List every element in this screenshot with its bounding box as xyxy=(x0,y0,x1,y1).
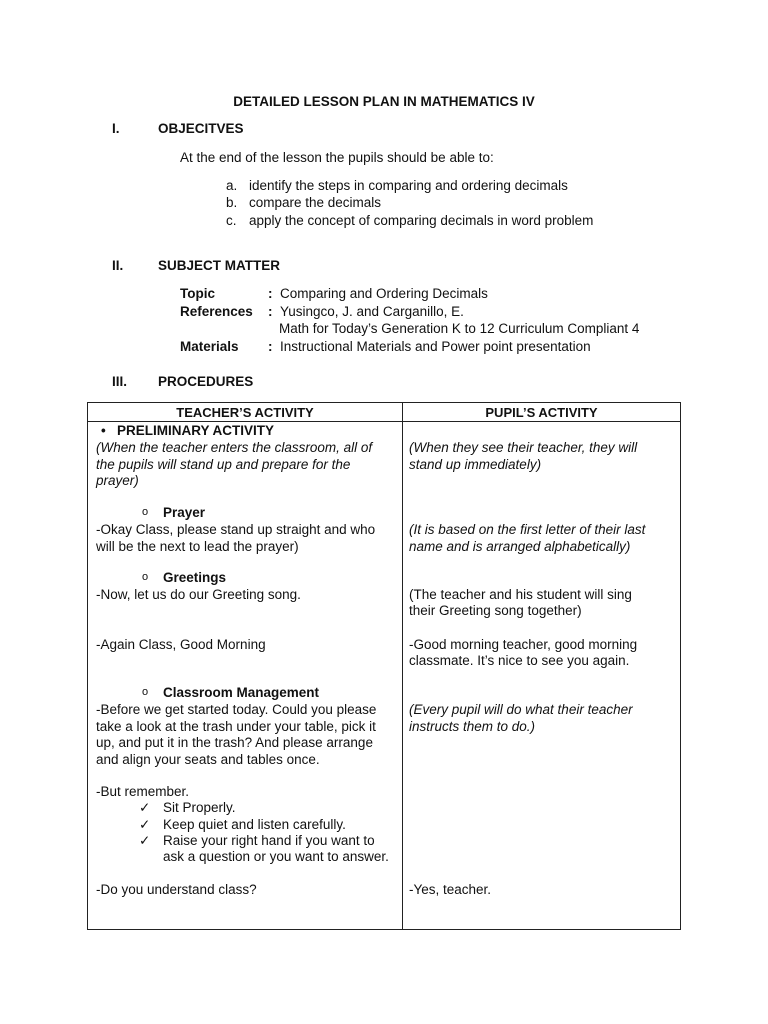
pupil-response-2-line-2: name and is arranged alphabetically) xyxy=(409,539,631,554)
bullet-icon: • xyxy=(101,423,106,438)
rule-sit-properly: Sit Properly. xyxy=(163,800,236,815)
management-line-1: -Before we get started today. Could you please xyxy=(96,702,377,717)
objectives-intro: At the end of the lesson the pupils should be able to: xyxy=(180,150,494,165)
teacher-activity-header: TEACHER’S ACTIVITY xyxy=(88,403,403,422)
greetings-heading: Greetings xyxy=(163,570,227,585)
subject-matter-heading: SUBJECT MATTER xyxy=(158,258,281,273)
materials-colon: : xyxy=(268,339,273,354)
procedures-heading: PROCEDURES xyxy=(158,374,254,389)
topic-value: Comparing and Ordering Decimals xyxy=(280,286,488,301)
classroom-management-heading: Classroom Management xyxy=(163,685,320,700)
circle-bullet-icon: o xyxy=(142,571,149,583)
preliminary-activity-heading: PRELIMINARY ACTIVITY xyxy=(117,423,275,438)
objectives-number: I. xyxy=(112,121,120,136)
objective-item-a: identify the steps in comparing and ordering decimals xyxy=(249,178,568,193)
objective-letter-c: c. xyxy=(226,213,237,228)
preliminary-note-line-2: the pupils will stand up and prepare for the xyxy=(96,457,351,472)
rule-keep-quiet: Keep quiet and listen carefully. xyxy=(163,817,346,832)
remember-line: -But remember. xyxy=(96,784,190,799)
topic-colon: : xyxy=(268,286,273,301)
pupil-response-3-line-2: their Greeting song together) xyxy=(409,603,582,618)
greetings-line-2: -Again Class, Good Morning xyxy=(96,637,266,652)
pupil-response-4-line-2: classmate. It’s nice to see you again. xyxy=(409,653,630,668)
pupil-activity-header: PUPIL’S ACTIVITY xyxy=(403,403,681,422)
pupil-response-5-line-1: (Every pupil will do what their teacher xyxy=(409,702,633,717)
references-colon: : xyxy=(268,304,273,319)
rule-raise-hand-line-2: ask a question or you want to answer. xyxy=(163,849,389,864)
prayer-heading: Prayer xyxy=(163,505,206,520)
pupil-response-1-line-1: (When they see their teacher, they will xyxy=(409,440,638,455)
objective-letter-b: b. xyxy=(226,195,238,210)
circle-bullet-icon: o xyxy=(142,506,149,518)
pupil-activity-cell xyxy=(403,422,681,930)
objectives-heading: OBJECITVES xyxy=(158,121,244,136)
procedures-table xyxy=(87,402,681,930)
prayer-line-1: -Okay Class, please stand up straight and who xyxy=(96,522,376,537)
checkmark-icon: ✓ xyxy=(139,800,151,816)
pupil-response-2-line-1: (It is based on the first letter of their last xyxy=(409,522,646,537)
references-label: References xyxy=(180,304,253,319)
prayer-line-2: will be the next to lead the prayer) xyxy=(96,539,299,554)
management-line-3: up, and put it in the trash? And please arrange xyxy=(96,735,373,750)
pupil-response-3-line-1: (The teacher and his student will sing xyxy=(409,587,632,602)
preliminary-note-line-3: prayer) xyxy=(96,473,139,488)
understand-question: -Do you understand class? xyxy=(96,882,257,897)
materials-value: Instructional Materials and Power point presentation xyxy=(280,339,591,354)
pupil-response-1-line-2: stand up immediately) xyxy=(409,457,542,472)
management-line-4: and align your seats and tables once. xyxy=(96,752,320,767)
topic-label: Topic xyxy=(180,286,215,301)
checkmark-icon: ✓ xyxy=(139,817,151,833)
management-line-2: take a look at the trash under your table, pick it xyxy=(96,719,376,734)
subject-matter-number: II. xyxy=(112,258,124,273)
circle-bullet-icon: o xyxy=(142,686,149,698)
procedures-number: III. xyxy=(112,374,128,389)
rule-raise-hand-line-1: Raise your right hand if you want to xyxy=(163,833,375,848)
objective-item-c: apply the concept of comparing decimals in word problem xyxy=(249,213,594,228)
objective-letter-a: a. xyxy=(226,178,238,193)
materials-label: Materials xyxy=(180,339,239,354)
teacher-activity-cell xyxy=(88,422,403,930)
references-value: Yusingco, J. and Carganillo, E. xyxy=(280,304,464,319)
objective-item-b: compare the decimals xyxy=(249,195,382,210)
checkmark-icon: ✓ xyxy=(139,833,151,849)
document-title: DETAILED LESSON PLAN IN MATHEMATICS IV xyxy=(233,94,535,109)
greetings-line-1: -Now, let us do our Greeting song. xyxy=(96,587,301,602)
pupil-response-4-line-1: -Good morning teacher, good morning xyxy=(409,637,638,652)
preliminary-note-line-1: (When the teacher enters the classroom, all of xyxy=(96,440,373,455)
pupil-response-6: -Yes, teacher. xyxy=(409,882,492,897)
references-value-book: Math for Today’s Generation K to 12 Curriculum Compliant 4 xyxy=(279,321,640,336)
pupil-response-5-line-2: instructs them to do.) xyxy=(409,719,536,734)
